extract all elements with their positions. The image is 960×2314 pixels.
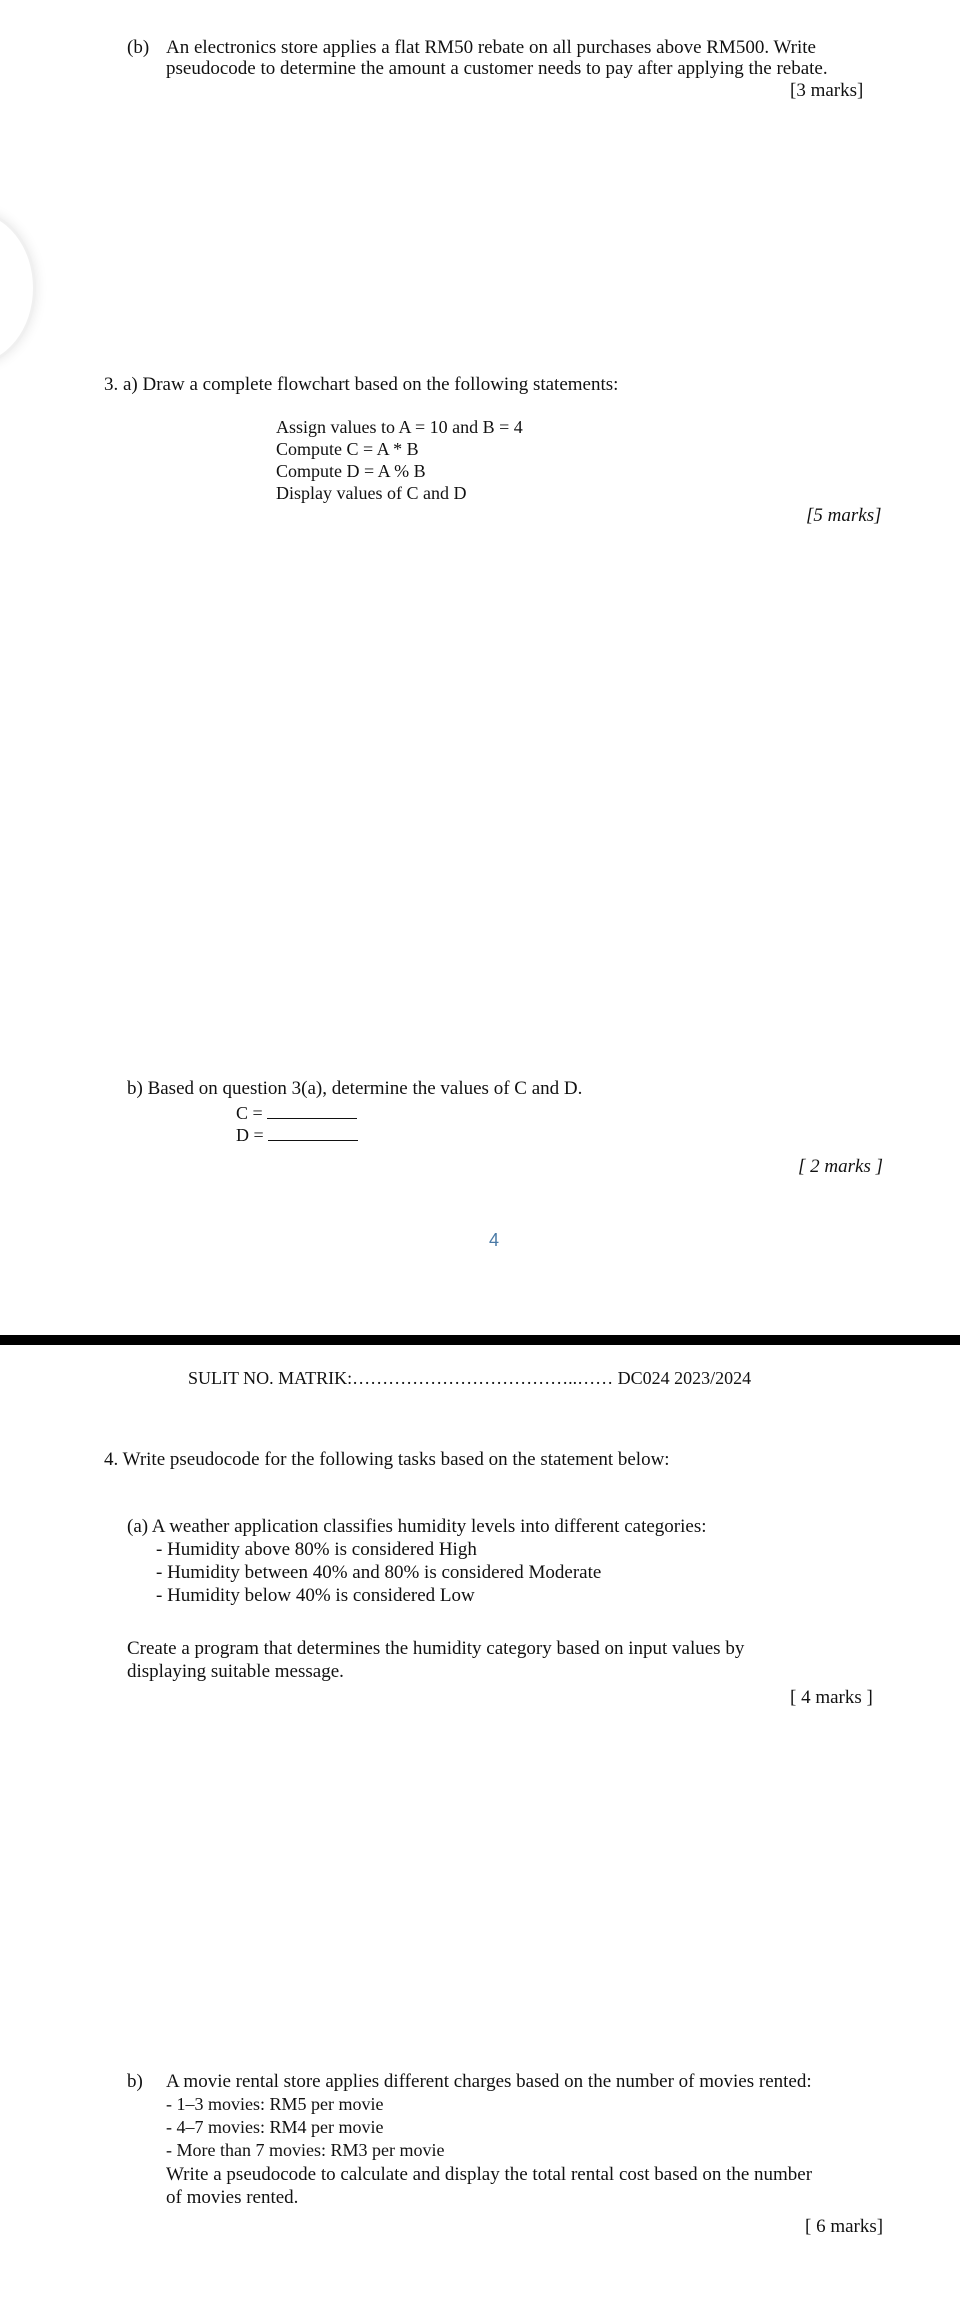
q3-statement-2: Compute C = A * B [276, 439, 419, 459]
q3-statement-3: Compute D = A % B [276, 461, 426, 481]
q3a-marks: [5 marks] [806, 505, 882, 526]
q3b-question: b) Based on question 3(a), determine the values of C and D. [127, 1078, 583, 1099]
q4a-task-line-1: Create a program that determines the humidity category based on input values by [127, 1638, 745, 1659]
q3-statement-4: Display values of C and D [276, 483, 467, 503]
decorative-circle [0, 210, 36, 366]
q2b-label: (b) [127, 37, 150, 58]
q4-heading: 4. Write pseudocode for the following tasks based on the statement below: [104, 1449, 670, 1470]
q4a-item-2: - Humidity between 40% and 80% is considered Moderate [156, 1562, 602, 1583]
q4b-marks: [ 6 marks] [805, 2216, 884, 2237]
q2b-marks: [3 marks] [790, 80, 864, 101]
d-label: D = [236, 1125, 264, 1145]
c-label: C = [236, 1103, 263, 1123]
q4a-item-1: - Humidity above 80% is considered High [156, 1539, 477, 1560]
q3b-d-answer [236, 1124, 358, 1146]
q4b-task-line-1: Write a pseudocode to calculate and display the total rental cost based on the number [166, 2164, 813, 2185]
q4a-task-line-2: displaying suitable message. [127, 1661, 344, 1682]
q4b-item-1: - 1–3 movies: RM5 per movie [166, 2094, 384, 2114]
q3b-marks: [ 2 marks ] [798, 1156, 883, 1177]
c-answer-blank[interactable] [267, 1102, 357, 1119]
q4b-label: b) [127, 2071, 143, 2092]
page-header: SULIT NO. MATRIK:………………………………..…… DC024 2023/2024 [188, 1368, 752, 1388]
q2b-line-2: pseudocode to determine the amount a customer needs to pay after applying the rebate. [166, 58, 828, 79]
q3-statement-1: Assign values to A = 10 and B = 4 [276, 417, 523, 437]
q3b-c-answer [236, 1102, 357, 1124]
q4a-item-3: - Humidity below 40% is considered Low [156, 1585, 475, 1606]
q4a-marks: [ 4 marks ] [790, 1687, 873, 1708]
q4b-intro: A movie rental store applies different charges based on the number of movies rented: [166, 2071, 812, 2092]
q4b-item-2: - 4–7 movies: RM4 per movie [166, 2117, 384, 2137]
q4b-item-3: - More than 7 movies: RM3 per movie [166, 2140, 445, 2160]
page-number: 4 [489, 1230, 500, 1250]
q2b-line-1: An electronics store applies a flat RM50 rebate on all purchases above RM500. Write [166, 37, 816, 58]
q4a-intro: (a) A weather application classifies humidity levels into different categories: [127, 1516, 707, 1537]
page-divider [0, 1335, 960, 1345]
d-answer-blank[interactable] [268, 1124, 358, 1141]
q4b-task-line-2: of movies rented. [166, 2187, 299, 2208]
q3-heading: 3. a) Draw a complete flowchart based on the following statements: [104, 374, 619, 395]
